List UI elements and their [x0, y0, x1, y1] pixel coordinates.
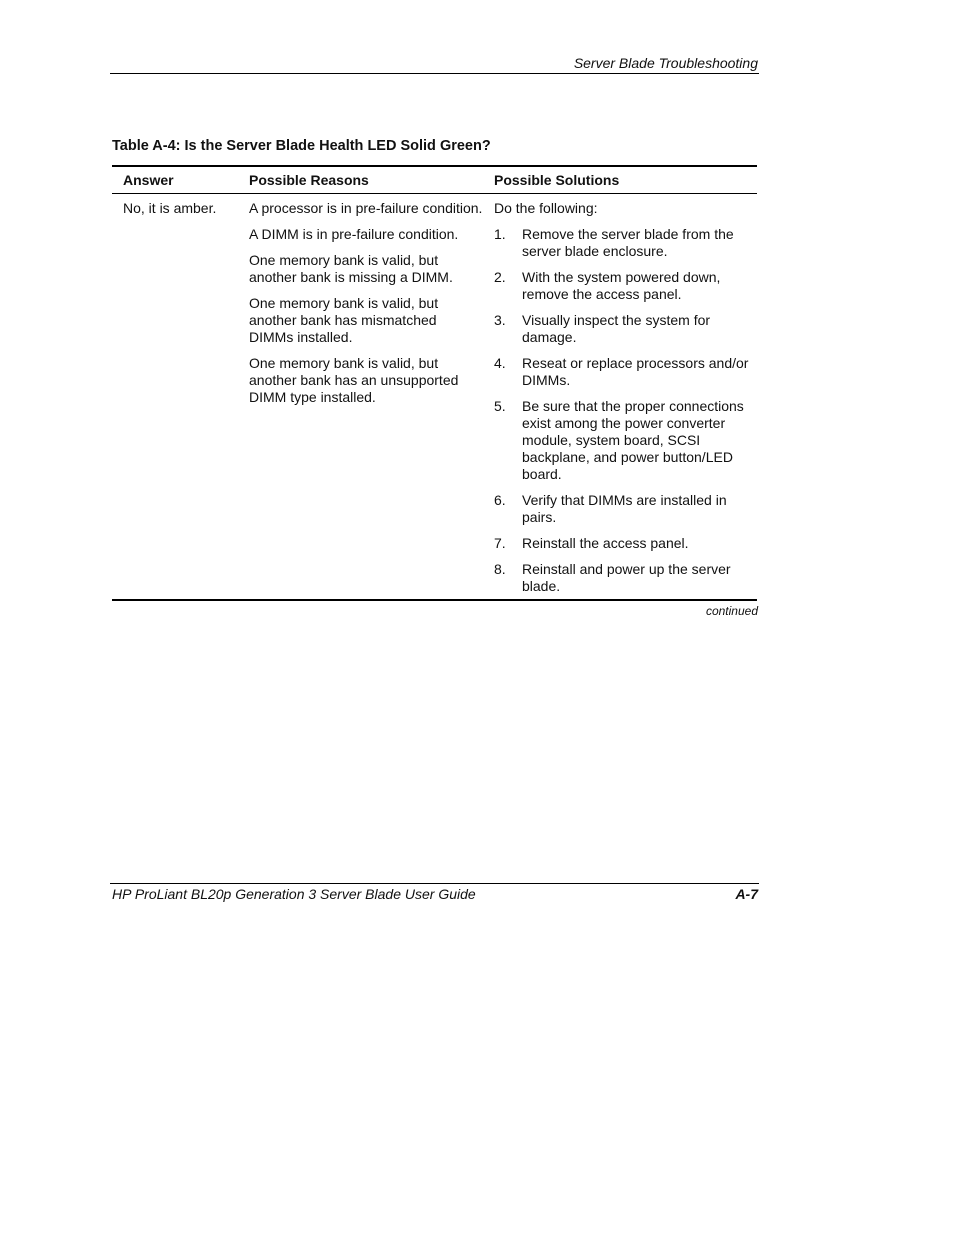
- solution-step: [494, 398, 757, 483]
- solution-step: [494, 535, 757, 552]
- step-number: 7.: [494, 535, 506, 551]
- step-number: 5.: [494, 398, 506, 414]
- page-number: A-7: [735, 886, 758, 902]
- solutions-cell: [483, 200, 757, 595]
- table-row: [112, 194, 757, 601]
- continued-label: continued: [705, 604, 758, 618]
- solution-step: [494, 226, 757, 260]
- reason-item: One memory bank is valid, but another bank has mismatched DIMMs installed.: [249, 295, 439, 345]
- running-header: Server Blade Troubleshooting: [573, 55, 758, 71]
- reason-item: A DIMM is in pre-failure condition.: [249, 226, 459, 242]
- column-header-reasons: Possible Reasons: [249, 172, 369, 188]
- table-header-row: [112, 167, 757, 194]
- step-text: Reseat or replace processors and/or DIMMs.: [522, 355, 749, 388]
- solution-step: [494, 269, 757, 303]
- step-number: 6.: [494, 492, 506, 508]
- footer-guide-title: HP ProLiant BL20p Generation 3 Server Blade User Guide: [112, 886, 476, 902]
- reason-item: One memory bank is valid, but another bank has an unsupported DIMM type installed.: [249, 355, 459, 405]
- step-number: 3.: [494, 312, 506, 328]
- step-text: With the system powered down, remove the access panel.: [522, 269, 721, 302]
- troubleshooting-table: [112, 165, 757, 601]
- solution-step: [494, 355, 757, 389]
- step-text: Remove the server blade from the server blade enclosure.: [522, 226, 734, 259]
- solution-step: [494, 312, 757, 346]
- footer-divider: [110, 883, 759, 884]
- header-divider: [110, 73, 759, 74]
- column-header-answer: Answer: [123, 172, 174, 188]
- step-number: 1.: [494, 226, 506, 242]
- step-text: Reinstall and power up the server blade.: [522, 561, 731, 594]
- column-header-solutions: Possible Solutions: [494, 172, 620, 188]
- step-number: 2.: [494, 269, 506, 285]
- solutions-intro: Do the following:: [494, 200, 598, 216]
- solution-step: [494, 561, 757, 595]
- table-caption: Table A-4: Is the Server Blade Health LED Solid Green?: [112, 138, 491, 154]
- reason-item: A processor is in pre-failure condition.: [249, 200, 483, 216]
- solution-step: [494, 492, 757, 526]
- answer-text: No, it is amber.: [123, 200, 217, 216]
- step-number: 4.: [494, 355, 506, 371]
- step-text: Verify that DIMMs are installed in pairs.: [522, 492, 727, 525]
- step-text: Visually inspect the system for damage.: [522, 312, 711, 345]
- reason-item: One memory bank is valid, but another bank is missing a DIMM.: [249, 252, 453, 285]
- step-text: Reinstall the access panel.: [522, 535, 689, 551]
- reasons-cell: [238, 200, 483, 595]
- answer-cell: [112, 200, 238, 595]
- step-number: 8.: [494, 561, 506, 577]
- step-text: Be sure that the proper connections exist among the power converter module, system board, SCSI backplane, and power button/LED board.: [522, 398, 744, 482]
